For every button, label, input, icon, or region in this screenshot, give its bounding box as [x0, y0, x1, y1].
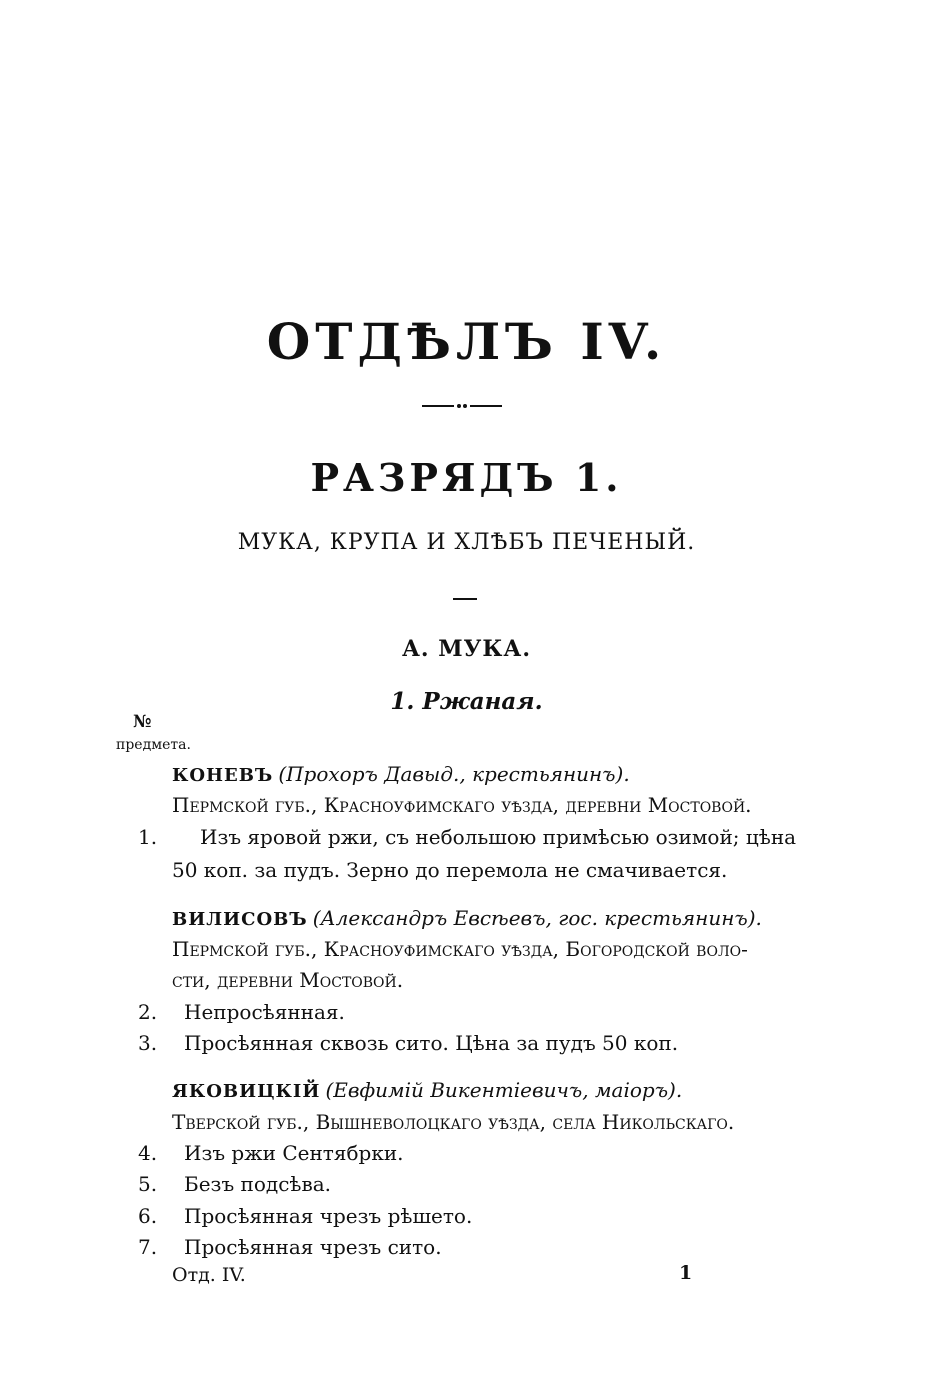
- exhibitor-info: (Прохоръ Давыд., крестьянинъ).: [278, 762, 630, 786]
- item-text: Просѣянная чрезъ сито.: [184, 1235, 442, 1259]
- exhibitor-location: Пермской губ., Красноуфимскаго уѣзда, деревни Мостовой.: [172, 793, 752, 817]
- exhibitor-name: ВИЛИСОВЪ: [172, 909, 308, 930]
- footer-signature: Отд. IV.: [172, 1264, 246, 1286]
- ornament-divider: [422, 404, 502, 408]
- exhibitor-name: КОНЕВЪ: [172, 765, 274, 786]
- item-number: 7.: [138, 1235, 158, 1259]
- item-text: Изъ яровой ржи, съ небольшою примѣсью озимой; цѣна: [200, 825, 797, 849]
- item-text: Просѣянная чрезъ рѣшето.: [184, 1204, 473, 1228]
- short-divider: [453, 598, 477, 600]
- item-number: 5.: [138, 1172, 158, 1196]
- section-title: ОТДѢЛЪ IV.: [266, 312, 667, 371]
- exhibitor-name: ЯКОВИЦКІЙ: [172, 1081, 321, 1102]
- column-label-item: предмета.: [116, 737, 191, 753]
- item-text: Непросѣянная.: [184, 1000, 345, 1024]
- subsubsection-heading: 1. Ржаная.: [390, 688, 543, 715]
- item-number: 3.: [138, 1031, 158, 1055]
- exhibitor-info: (Александръ Евсѣевъ, гос. крестьянинъ).: [312, 906, 762, 930]
- category-subtitle: МУКА, КРУПА И ХЛѢБЪ ПЕЧЕНЫЙ.: [237, 530, 696, 555]
- item-text: Изъ ржи Сентябрки.: [184, 1141, 404, 1165]
- item-number: 6.: [138, 1204, 158, 1228]
- page-number: 1: [679, 1262, 693, 1284]
- exhibitor-location: сти, деревни Мостовой.: [172, 968, 404, 992]
- exhibitor-location: Пермской губ., Красноуфимскаго уѣзда, Богородской воло-: [172, 937, 748, 961]
- item-number: 4.: [138, 1141, 158, 1165]
- subsection-heading: А. МУКА.: [401, 636, 532, 662]
- item-text: Просѣянная сквозь сито. Цѣна за пудъ 50 коп.: [184, 1031, 679, 1055]
- item-number: 1.: [138, 825, 158, 849]
- item-text: 50 коп. за пудъ. Зерно до перемола не смачивается.: [172, 858, 728, 882]
- exhibitor-location: Тверской губ., Вышневолоцкаго уѣзда, села Никольскаго.: [172, 1110, 735, 1134]
- exhibitor-info: (Евфимій Викентіевичъ, маіоръ).: [325, 1078, 683, 1102]
- item-text: Безъ подсѣва.: [184, 1172, 332, 1196]
- column-label-number: №: [133, 712, 152, 732]
- item-number: 2.: [138, 1000, 158, 1024]
- category-title: РАЗРЯДЪ 1.: [310, 455, 623, 500]
